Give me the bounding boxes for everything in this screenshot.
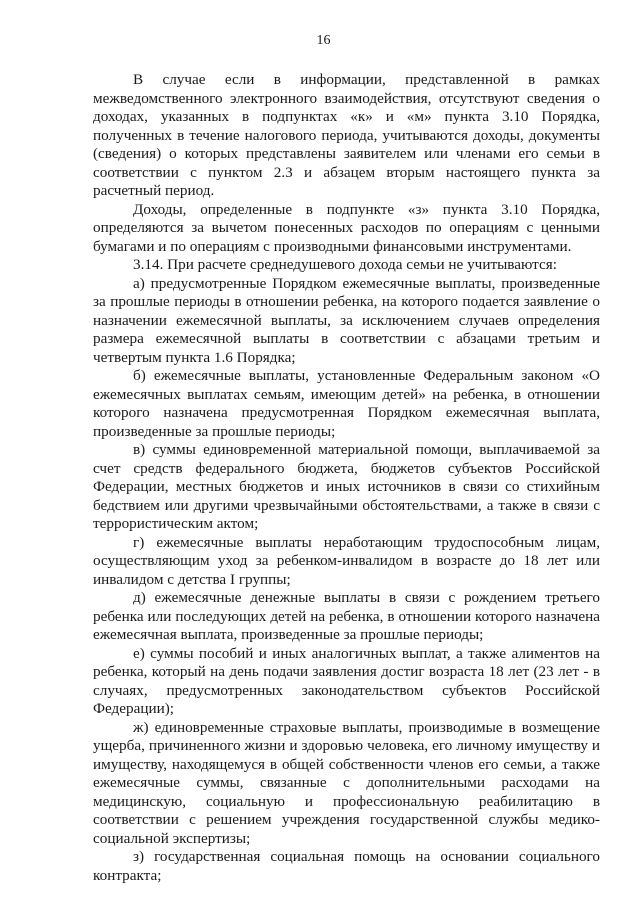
page-number: 16	[316, 33, 331, 48]
document-body	[93, 71, 600, 885]
paragraph-3-14-heading: 3.14. При расчете среднедушевого дохода семьи не учитываются:	[133, 256, 557, 273]
list-item-zh: ж) единовременные страховые выплаты, производимые в возмещение ущерба, причиненного жизни и здоровью человека, его личному имуществу и имуществу, находящемуся в общей собственности членов его семьи, а также ежемесячные суммы, связанные с дополнительными расходами на медицинскую, социальную и профессиональную реабилитацию в соответствии с решением учреждения государственной службы медико-социальной экспертизы;	[93, 718, 600, 847]
list-item-g: г) ежемесячные выплаты неработающим трудоспособным лицам, осуществляющим уход за ребенком-инвалидом в возрасте до 18 лет или инвалидом с детства I группы;	[93, 533, 600, 588]
list-item-d: д) ежемесячные денежные выплаты в связи с рождением третьего ребенка или последующих детей на ребенка, в отношении которого назначена ежемесячная выплата, произведенные за прошлые периоды;	[93, 589, 600, 643]
list-item-e: е) суммы пособий и иных аналогичных выплат, а также алиментов на ребенка, который на день подачи заявления достиг возраста 18 лет (23 лет - в случаях, предусмотренных законодательством субъектов Российской Федерации);	[93, 644, 600, 717]
list-item-z: з) государственная социальная помощь на основании социального контракта;	[93, 848, 600, 884]
list-item-b: б) ежемесячные выплаты, установленные Федеральным законом «О ежемесячных выплатах семьям, имеющим детей» на ребенка, в отношении которого назначена предусмотренная Порядком ежемесячная выплата, произведенные за прошлые периоды;	[93, 367, 600, 440]
paragraph-income-info: В случае если в информации, представленной в рамках межведомственного электронного взаимодействия, отсутствуют сведения о доходах, указанных в подпунктах «к» и «м» пункта 3.10 Порядка, полученных в течение налогового периода, учитываются доходы, документы (сведения) о которых представлены заявителем или членами его семьи в соответствии с пунктом 2.3 и абзацем вторым настоящего пункта за расчетный период.	[93, 71, 600, 199]
list-item-a: а) предусмотренные Порядком ежемесячные выплаты, произведенные за прошлые периоды в отношении ребенка, на которого подается заявление о назначении ежемесячной выплаты, за исключением случаев определения размера ежемесячной выплаты в соответствии с абзацами третьим и четвертым пункта 1.6 Порядка;	[93, 274, 600, 366]
list-item-v: в) суммы единовременной материальной помощи, выплачиваемой за счет средств федерального бюджета, бюджетов субъектов Российской Федерации, местных бюджетов и иных источников в связи со стихийным бедствием или другими чрезвычайными обстоятельствами, а также в связи с террористическим актом;	[93, 441, 600, 532]
paragraph-securities-income: Доходы, определенные в подпункте «з» пункта 3.10 Порядка, определяются за вычетом понесенных расходов по операциям с ценными бумагами и по операциям с производными финансовыми инструментами.	[93, 200, 600, 255]
